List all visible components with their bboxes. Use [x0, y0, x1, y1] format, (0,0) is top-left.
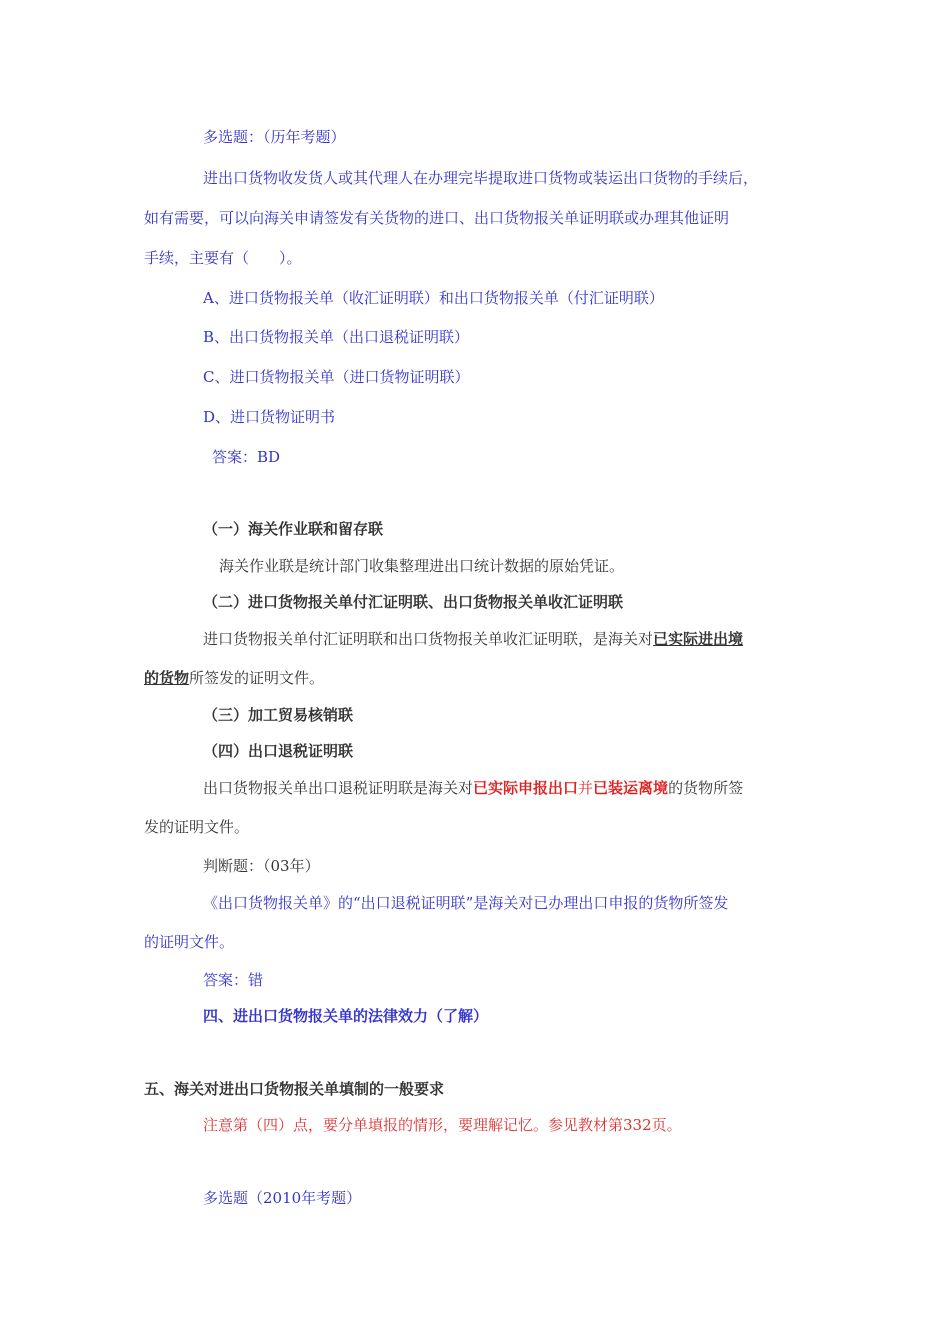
section1-body: 海关作业联是统计部门收集整理进出口统计数据的原始凭证。: [219, 557, 625, 575]
section4-title: （四）出口退税证明联: [203, 742, 354, 760]
section-v-note: 注意第（四）点，要分单填报的情形，要理解记忆。参见教材第332页。: [203, 1116, 682, 1134]
q2-answer: 答案：错: [203, 971, 264, 989]
q1-stem-line2: 如有需要，可以向海关申请签发有关货物的进口、出口货物报关单证明联或办理其他证明: [144, 209, 730, 227]
section4-emphasis-1: 已实际申报出口: [473, 779, 579, 797]
q2-stem-line1: 《出口货物报关单》的“出口退税证明联”是海关对已办理出口申报的货物所签发: [203, 894, 729, 912]
section2-emphasis-2: 的货物: [144, 669, 190, 687]
section4-body-line2: 发的证明文件。: [144, 818, 250, 836]
section2-body-post: 所签发的证明文件。: [189, 669, 325, 687]
q1-option-b: B、出口货物报关单（出口退税证明联）: [203, 328, 470, 346]
section2-emphasis-1: 已实际进出境: [653, 630, 744, 648]
section4-conjunction: 并: [578, 779, 594, 797]
q1-heading: 多选题：（历年考题）: [203, 128, 346, 146]
section-v-title: 五、海关对进出口货物报关单填制的一般要求: [144, 1080, 445, 1098]
q1-stem-line3: 手续，主要有（ ）。: [144, 249, 302, 267]
q1-option-a: A、进口货物报关单（收汇证明联）和出口货物报关单（付汇证明联）: [203, 289, 664, 307]
q3-heading: 多选题（2010年考题）: [203, 1189, 362, 1207]
q2-stem-line2: 的证明文件。: [144, 933, 235, 951]
section2-body-pre: 进口货物报关单付汇证明联和出口货物报关单收汇证明联，是海关对: [203, 630, 654, 648]
q1-option-c: C、进口货物报关单（进口货物证明联）: [203, 368, 470, 386]
section4-body-pre: 出口货物报关单出口退税证明联是海关对: [203, 779, 474, 797]
section2-body-line2: [144, 668, 324, 688]
section4-body-line1: [203, 778, 743, 798]
q2-heading: 判断题：（03年）: [203, 857, 320, 875]
section4-body-post: 的货物所签: [668, 779, 744, 797]
section1-title: （一）海关作业联和留存联: [203, 520, 384, 538]
section2-body-line1: [203, 629, 743, 649]
q1-answer: 答案：BD: [212, 448, 281, 466]
section2-title: （二）进口货物报关单付汇证明联、出口货物报关单收汇证明联: [203, 593, 624, 611]
section3-title: （三）加工贸易核销联: [203, 706, 354, 724]
q1-stem-line1: 进出口货物收发货人或其代理人在办理完毕提取进口货物或装运出口货物的手续后，: [203, 169, 759, 187]
q1-option-d: D、进口货物证明书: [203, 408, 336, 426]
section-iv-title: 四、进出口货物报关单的法律效力（了解）: [203, 1007, 489, 1025]
section4-emphasis-2: 已装运离境: [593, 779, 669, 797]
